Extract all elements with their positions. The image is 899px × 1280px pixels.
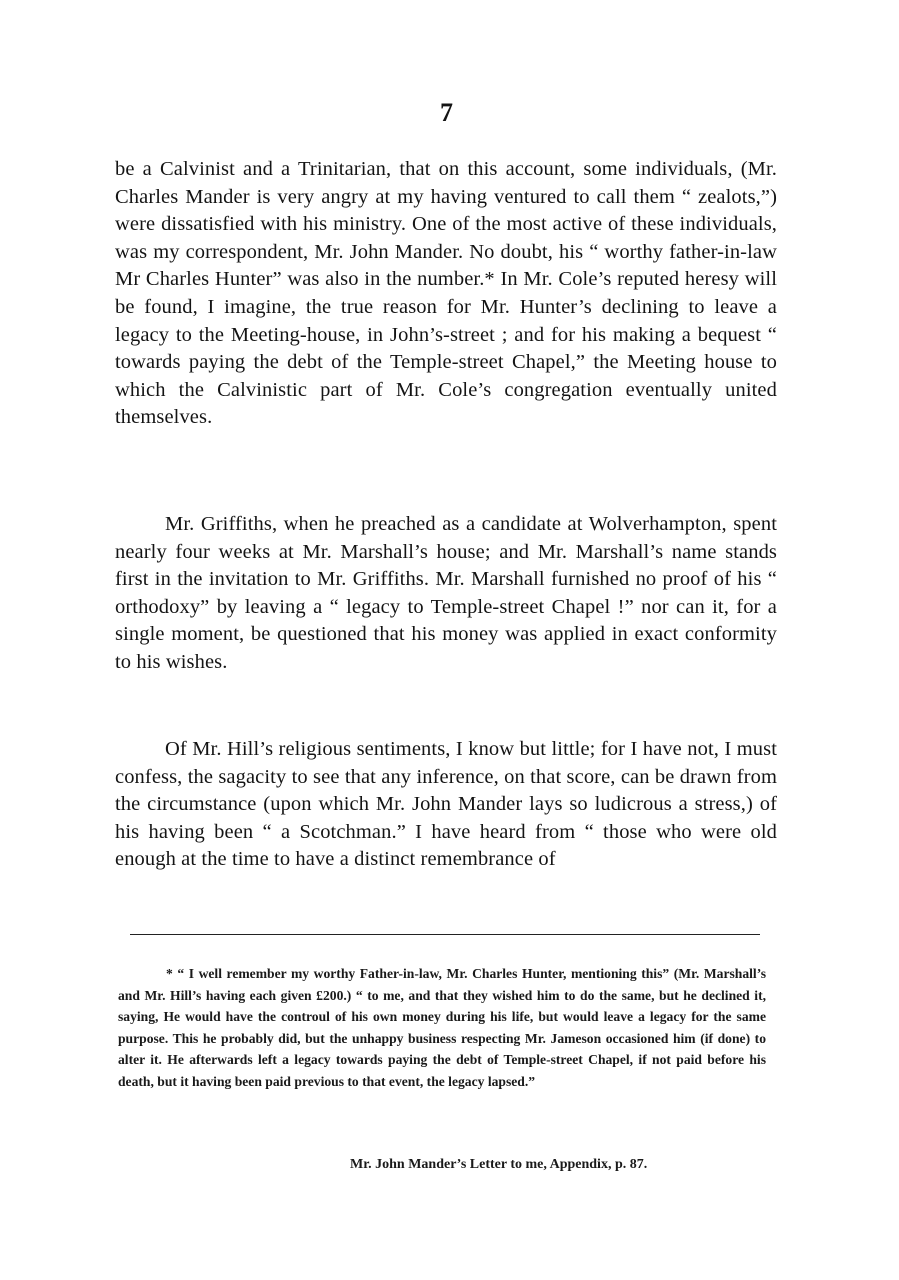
body-paragraph-3 [115, 736, 777, 874]
paragraph-text: Mr. Griffiths, when he preached as a candidate at Wolverhampton, spent nearly four weeks at Mr. Marshall’s house; and Mr. Marshall’s name stands first in the invitation to Mr. Griffiths. Mr. Marshall furnished no proof of his “ orthodoxy” by leaving a “ legacy to Temple-street Chapel !” nor can it, for a single moment, be questioned that his money was applied in exact conformity to his wishes. [115, 513, 777, 673]
footnote-citation: Mr. John Mander’s Letter to me, Appendix, p. 87. [350, 1157, 648, 1172]
footnote-text: * “ I well remember my worthy Father-in-law, Mr. Charles Hunter, mentioning this” (Mr. Marshall’s and Mr. Hill’s having each given £200.) “ to me, and that they wished him to do the same, but he declined it, saying, He would have the controul of his own money during his life, but would leave a legacy for the same purpose. This he probably did, but the unhappy business respecting Mr. Jameson occasioned him (if done) to alter it. He afterwards left a legacy towards paying the debt of Temple-street Chapel, if not paid before his death, but it having been paid previous to that event, the legacy lapsed.” [118, 966, 766, 1089]
paragraph-text: Of Mr. Hill’s religious sentiments, I know but little; for I have not, I must confess, the sagacity to see that any inference, on that score, can be drawn from the circumstance (upon which Mr. John Mander lays so ludicrous a stress,) of his having been “ a Scotchman.” I have heard from “ those who were old enough at the time to have a distinct remembrance of [115, 738, 777, 871]
body-paragraph-1 [115, 156, 777, 432]
footnote-divider [130, 934, 760, 935]
body-paragraph-2 [115, 511, 777, 677]
footnote [118, 963, 766, 1093]
page-number: 7 [440, 98, 453, 127]
paragraph-text: be a Calvinist and a Trinitarian, that on this account, some individuals, (Mr. Charles Mander is very angry at my having ventured to call them “ zealots,”) were dissatisfied with his ministry. One of the most active of these individuals, was my correspondent, Mr. John Mander. No doubt, his “ worthy father-in-law Mr Charles Hunter” was also in the number.* In Mr. Cole’s reputed heresy will be found, I imagine, the true reason for Mr. Hunter’s declining to leave a legacy to the Meeting-house, in John’s-street ; and for his making a bequest “ towards paying the debt of the Temple-street Chapel,” the Meeting house to which the Calvinistic part of Mr. Cole’s congregation eventually united themselves. [115, 158, 777, 429]
